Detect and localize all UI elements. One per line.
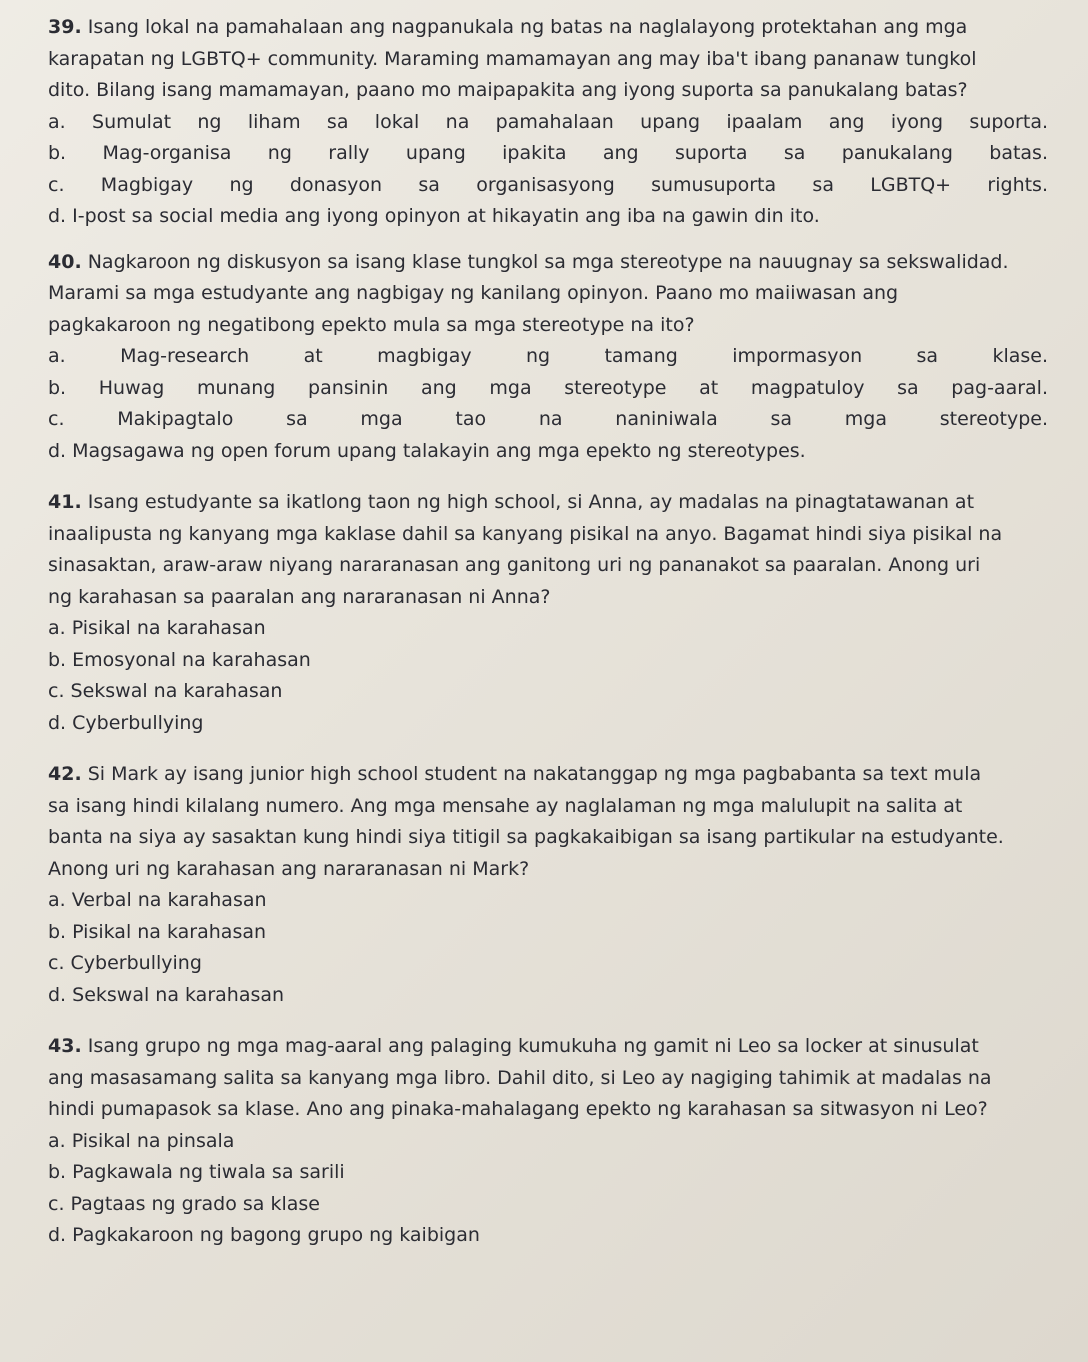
stem-line: ng karahasan sa paaralan ang nararanasan ni Anna?	[48, 585, 551, 608]
question-39-stem	[48, 12, 1048, 107]
question-number: 42.	[48, 763, 82, 785]
option-c[interactable]: c. Makipagtalo sa mga tao na naniniwala sa mga stereotype.	[48, 408, 1048, 430]
option-d[interactable]: d. Pagkakaroon ng bagong grupo ng kaibigan	[48, 1224, 480, 1246]
option-b[interactable]: b. Mag-organisa ng rally upang ipakita ang suporta sa panukalang batas.	[48, 142, 1048, 164]
stem-line: ang masasamang salita sa kanyang mga libro. Dahil dito, si Leo ay nagiging tahimik at madalas na	[48, 1066, 992, 1089]
question-42	[48, 759, 1048, 1011]
option-a[interactable]: a. Sumulat ng liham sa lokal na pamahalaan upang ipaalam ang iyong suporta.	[48, 110, 1048, 133]
question-43	[48, 1031, 1048, 1252]
question-41-stem	[48, 487, 1048, 613]
stem-line: inaalipusta ng kanyang mga kaklase dahil sa kanyang pisikal na anyo. Bagamat hindi siya pisikal na	[48, 522, 1003, 545]
stem-line: pagkakaroon ng negatibong epekto mula sa mga stereotype na ito?	[48, 313, 695, 336]
option-c[interactable]: c. Sekswal na karahasan	[48, 680, 283, 702]
stem-line: Anong uri ng karahasan ang nararanasan ni Mark?	[48, 857, 530, 880]
stem-line: Si Mark ay isang junior high school student na nakatanggap ng mga pagbabanta sa text mula	[87, 763, 982, 785]
stem-line: hindi pumapasok sa klase. Ano ang pinaka-mahalagang epekto ng karahasan sa sitwasyon ni Leo?	[48, 1098, 988, 1120]
question-40	[48, 247, 1048, 468]
question-number: 40.	[48, 250, 82, 273]
question-39	[48, 12, 1048, 233]
option-d[interactable]: d. Magsagawa ng open forum upang talakayin ang mga epekto ng stereotypes.	[48, 439, 806, 462]
question-42-stem	[48, 759, 1048, 885]
stem-line: sa isang hindi kilalang numero. Ang mga mensahe ay naglalaman ng mga malulupit na salita at	[48, 794, 963, 817]
option-c[interactable]: c. Pagtaas ng grado sa klase	[48, 1192, 320, 1215]
option-d[interactable]: d. Sekswal na karahasan	[48, 983, 285, 1006]
option-a[interactable]: a. Verbal na karahasan	[48, 889, 267, 911]
option-d[interactable]: d. I-post sa social media ang iyong opinyon at hikayatin ang iba na gawin din ito.	[48, 205, 820, 227]
option-d[interactable]: d. Cyberbullying	[48, 711, 204, 734]
stem-line: Isang estudyante sa ikatlong taon ng high school, si Anna, ay madalas na pinagtatawanan at	[87, 491, 975, 513]
option-b[interactable]: b. Huwag munang pansinin ang mga stereotype at magpatuloy sa pag-aaral.	[48, 376, 1048, 399]
question-number: 43.	[48, 1035, 82, 1057]
question-41	[48, 487, 1048, 739]
question-number: 41.	[48, 491, 82, 513]
option-b[interactable]: b. Pisikal na karahasan	[48, 920, 267, 943]
question-43-stem	[48, 1031, 1048, 1126]
stem-line: Nagkaroon ng diskusyon sa isang klase tungkol sa mga stereotype na nauugnay sa sekswalidad.	[87, 250, 1009, 273]
option-b[interactable]: b. Pagkawala ng tiwala sa sarili	[48, 1161, 345, 1183]
stem-line: banta na siya ay sasaktan kung hindi siya titigil sa pagkakaibigan sa isang partikular na estudyante.	[48, 826, 1004, 848]
option-a[interactable]: a. Mag-research at magbigay ng tamang impormasyon sa klase.	[48, 345, 1048, 367]
stem-line: Marami sa mga estudyante ang nagbigay ng kanilang opinyon. Paano mo maiiwasan ang	[48, 282, 899, 304]
question-number: 39.	[48, 16, 82, 38]
option-c[interactable]: c. Cyberbullying	[48, 952, 202, 974]
stem-line: karapatan ng LGBTQ+ community. Maraming mamamayan ang may iba't ibang pananaw tungkol	[48, 47, 977, 70]
stem-line: Isang lokal na pamahalaan ang nagpanukala ng batas na naglalayong protektahan ang mga	[87, 16, 968, 38]
question-40-stem	[48, 247, 1048, 342]
option-a[interactable]: a. Pisikal na pinsala	[48, 1129, 235, 1152]
option-b[interactable]: b. Emosyonal na karahasan	[48, 648, 311, 671]
stem-line: dito. Bilang isang mamamayan, paano mo maipapakita ang iyong suporta sa panukalang batas?	[48, 79, 968, 101]
stem-line: sinasaktan, araw-araw niyang nararanasan ang ganitong uri ng pananakot sa paaralan. Anong uri	[48, 554, 981, 576]
option-a[interactable]: a. Pisikal na karahasan	[48, 617, 266, 639]
stem-line: Isang grupo ng mga mag-aaral ang palaging kumukuha ng gamit ni Leo sa locker at sinusulat	[87, 1035, 979, 1057]
option-c[interactable]: c. Magbigay ng donasyon sa organisasyong sumusuporta sa LGBTQ+ rights.	[48, 173, 1048, 196]
